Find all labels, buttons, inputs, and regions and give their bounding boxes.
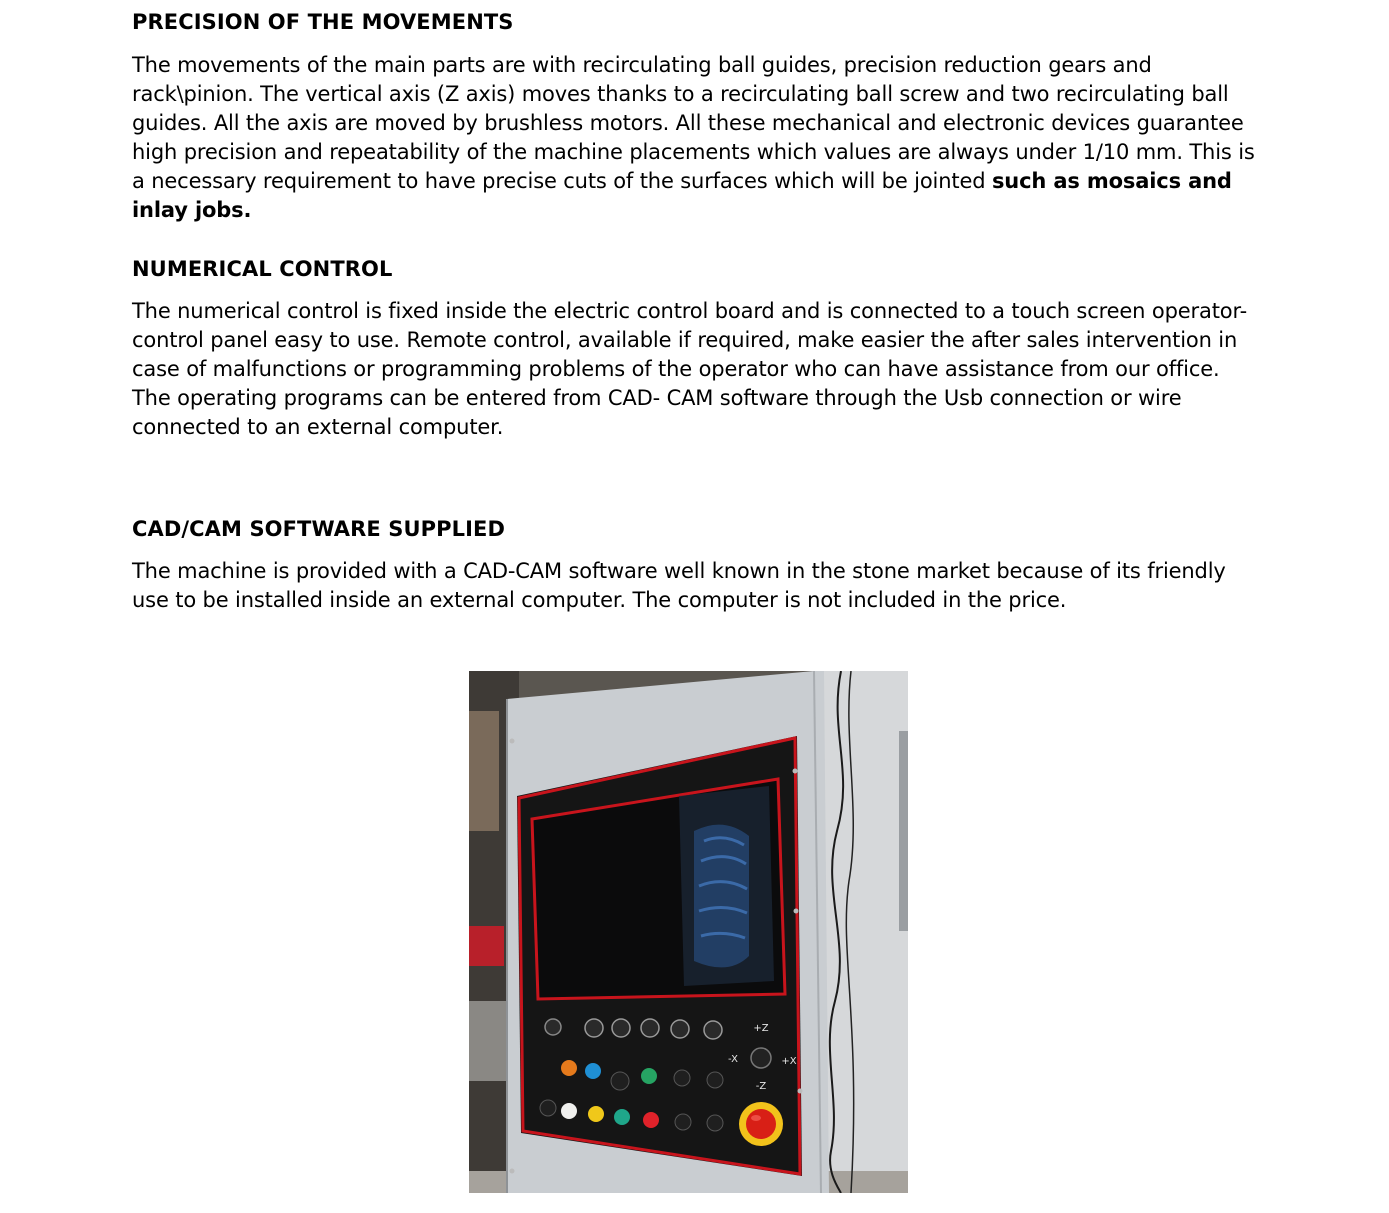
blue-button	[585, 1063, 601, 1079]
body-bold-text: such as mosaics and inlay jobs.	[132, 169, 1232, 222]
emergency-stop-button	[746, 1109, 776, 1139]
red-button	[643, 1112, 659, 1128]
section-heading-precision: PRECISION OF THE MOVEMENTS	[132, 10, 514, 34]
yellow-button	[588, 1106, 604, 1122]
joystick	[751, 1048, 771, 1068]
white-button	[561, 1103, 577, 1119]
axis-label-minus-z: -Z	[755, 1081, 767, 1092]
section-body-cad-cam: The machine is provided with a CAD-CAM software well known in the stone market because of its friendly use to be installed inside an external computer. The computer is not included in the price.	[132, 559, 1226, 612]
control-panel-photo	[469, 671, 908, 1193]
section-heading-numerical-control: NUMERICAL CONTROL	[132, 257, 393, 281]
section-heading-cad-cam: CAD/CAM SOFTWARE SUPPLIED	[132, 517, 506, 541]
section-body-numerical-control: The numerical control is fixed inside the electric control board and is connected to a touch screen operator-control panel easy to use. Remote control, available if required, make easier the after sales intervention in case of malfunctions or programming problems of the operator who can have assistance from our office. The operating programs can be entered from CAD- CAM software through the Usb connection or wire connected to an external computer.	[132, 299, 1248, 439]
axis-label-plus-z: +Z	[753, 1023, 769, 1034]
body-text: The movements of the main parts are with recirculating ball guides, precision reduction gears and rack\pinion. The vertical axis (Z axis) moves thanks to a recirculating ball screw and two recirculating ball guides. All the axis are moved by brushless motors. All these mechanical and electronic devices guarantee high precision and repeatability of the machine placements which values are always under 1/10 mm. This is a necessary requirement to have precise cuts of the surfaces which will be jointed	[132, 53, 1255, 193]
section-body-precision	[132, 51, 1257, 225]
teal-button	[614, 1109, 630, 1125]
green-button	[641, 1068, 657, 1084]
axis-label-plus-x: +X	[781, 1056, 797, 1067]
orange-button	[561, 1060, 577, 1076]
axis-label-minus-x: -X	[728, 1054, 738, 1065]
